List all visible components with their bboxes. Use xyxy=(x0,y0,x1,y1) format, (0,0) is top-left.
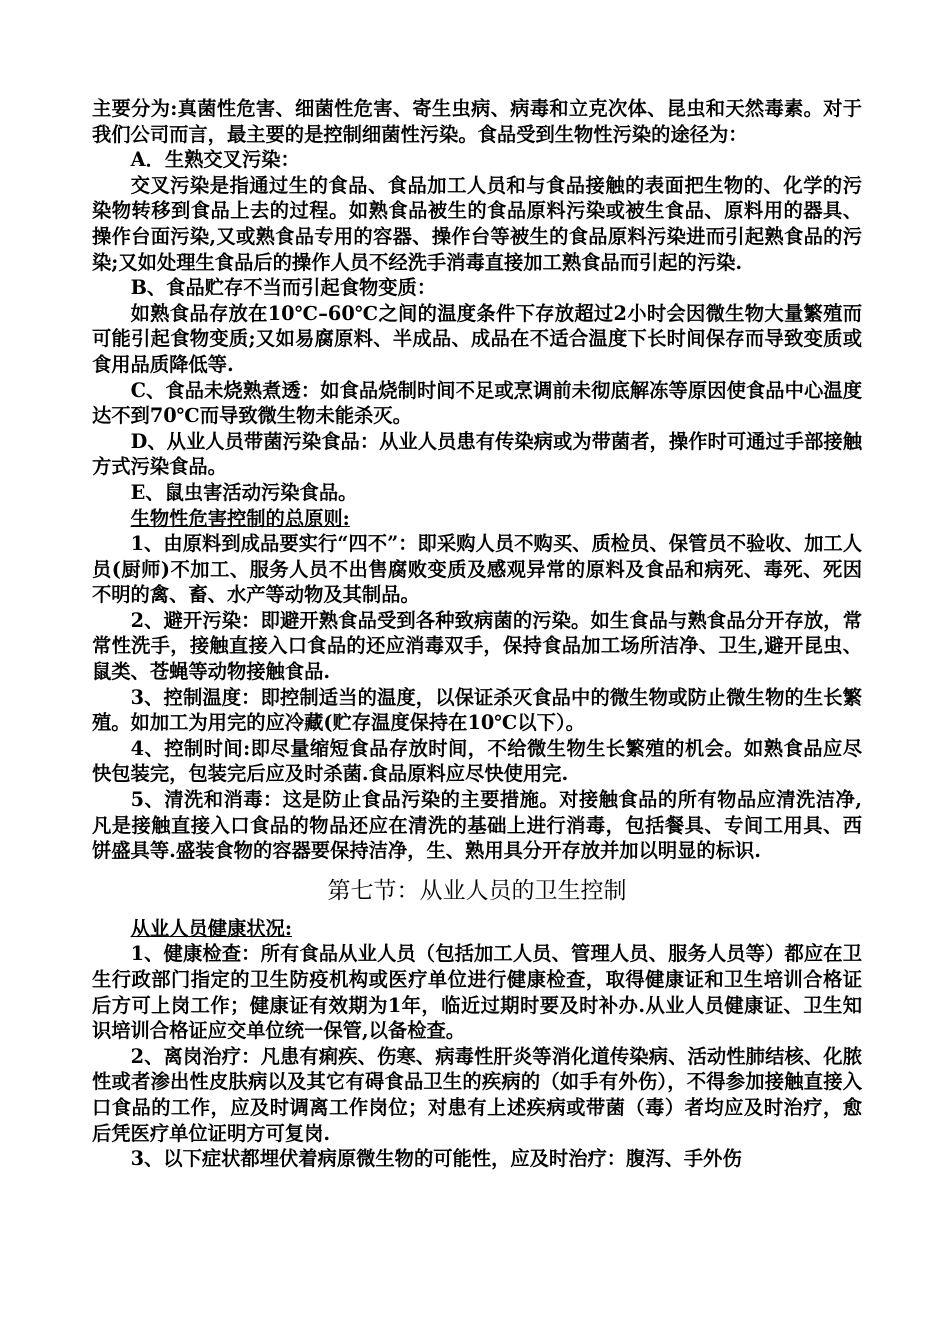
list-item: 3、以下症状都埋伏着病原微生物的可能性，应及时治疗：腹泻、手外伤 xyxy=(130,1147,742,1171)
body-paragraph: 如熟食品存放在10℃–60℃之间的温度条件下存放超过2小时会因微生物大量繁殖而可能引起食物变质;又如易腐原料、半成品、成品在不适合温度下长时间保存而导致变质或食用品质降低等. xyxy=(92,301,862,376)
body-paragraph: 交叉污染是指通过生的食品、食品加工人员和与食品接触的表面把生物的、化学的污染物转移到食品上去的过程。如熟食品被生的食品原料污染或被生食品、原料用的器具、操作台面污染,又或熟食品专用的容器、操作台等被生的食品原料污染进而引起熟食品的污染;又如处理生食品后的操作人员不经洗手消毒直接加工熟食品而引起的污染. xyxy=(92,173,862,274)
subheading-control-principles: 生物性危害控制的总原则: xyxy=(130,506,350,530)
list-item: 5、清洗和消毒：这是防止食品污染的主要措施。对接触食品的所有物品应清洗洁净,凡是接触直接入口食品的物品还应在清洗的基础上进行消毒，包括餐具、专间工用具、西饼盛具等.盛装食物的容器要保持洁净，生、熟用具分开存放并加以明显的标识. xyxy=(92,788,862,863)
list-item: 1、健康检查：所有食品从业人员（包括加工人员、管理人员、服务人员等）都应在卫生行政部门指定的卫生防疫机构或医疗单位进行健康检查，取得健康证和卫生培训合格证后方可上岗工作；健康证有效期为1年，临近过期时要及时补办.从业人员健康证、卫生知识培训合格证应交单位统一保管,以备检查。 xyxy=(92,942,862,1043)
body-paragraph: D、从业人员带菌污染食品：从业人员患有传染病或为带菌者，操作时可通过手部接触方式污染食品。 xyxy=(92,429,862,479)
list-item: 2、避开污染：即避开熟食品受到各种致病菌的污染。如生食品与熟食品分开存放，常常性洗手，接触直接入口食品的还应消毒双手，保持食品加工场所洁净、卫生,避开昆虫、鼠类、苍蝇等动物接触食品. xyxy=(92,608,862,684)
subheading-health-status: 从业人员健康状况: xyxy=(130,916,292,940)
section-title: 第七节：从业人员的卫生控制 xyxy=(327,877,627,904)
document-page xyxy=(92,96,862,1172)
body-paragraph: E、鼠虫害活动污染食品。 xyxy=(130,480,358,504)
body-paragraph: C、食品未烧熟煮透：如食品烧制时间不足或烹调前未彻底解冻等原因使食品中心温度达不到70℃而导致微生物未能杀灭。 xyxy=(92,378,862,428)
subheading-improper-storage: B、食品贮存不当而引起食物变质： xyxy=(130,276,437,300)
intro-paragraph: 主要分为:真菌性危害、细菌性危害、寄生虫病、病毒和立克次体、昆虫和天然毒素。对于我们公司而言，最主要的是控制细菌性污染。食品受到生物性污染的途径为： xyxy=(92,97,862,146)
list-item: 4、控制时间:即尽量缩短食品存放时间，不给微生物生长繁殖的机会。如熟食品应尽快包装完，包装完后应及时杀菌.食品原料应尽快使用完. xyxy=(92,736,862,786)
list-item: 3、控制温度：即控制适当的温度，以保证杀灭食品中的微生物或防止微生物的生长繁殖。如加工为用完的应冷藏(贮存温度保持在10℃以下）。 xyxy=(92,685,862,735)
list-item: 1、由原料到成品要实行“四不”：即采购人员不购买、质检员、保管员不验收、加工人员(厨师)不加工、服务人员不出售腐败变质及感观异常的原料及食品和病死、毒死、死因不明的禽、畜、水产等动物及其制品。 xyxy=(92,532,862,607)
list-item: 2、离岗治疗：凡患有痢疾、伤寒、病毒性肝炎等消化道传染病、活动性肺结核、化脓性或者渗出性皮肤病以及其它有碍食品卫生的疾病的（如手有外伤），不得参加接触直接入口食品的工作，应及时调离工作岗位；对患有上述疾病或带菌（毒）者均应及时治疗，愈后凭医疗单位证明方可复岗. xyxy=(92,1044,862,1145)
subheading-cross-contamination: A．生熟交叉污染： xyxy=(130,148,300,172)
